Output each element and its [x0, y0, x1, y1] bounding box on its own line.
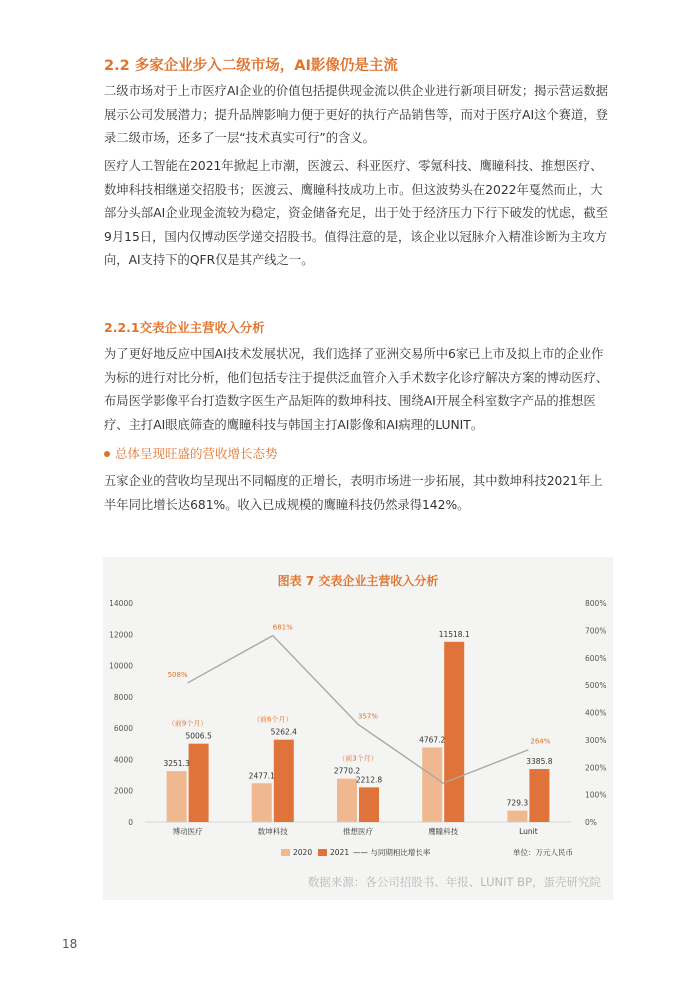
- bar-2021: [189, 744, 209, 822]
- bar-2020-data-label: 3251.3: [163, 759, 190, 769]
- bar-2020: [507, 811, 527, 822]
- chart-unit-label: 单位：万元人民币: [513, 848, 573, 857]
- y-left-tick-label: 2000: [113, 786, 133, 796]
- x-tick-label: Lunit: [519, 827, 538, 836]
- y-right-tick-label: 400%: [585, 708, 607, 718]
- y-right-tick-label: 500%: [585, 681, 607, 691]
- y-left-tick-label: 12000: [109, 630, 133, 640]
- bullet-dot-icon: [104, 451, 110, 457]
- bar-2021-data-label: 5262.4: [270, 727, 297, 737]
- bar-2020: [422, 747, 442, 822]
- y-right-tick-label: 200%: [585, 763, 607, 773]
- bar-2020: [167, 771, 187, 822]
- paragraph-1: 二级市场对于上市医疗AI企业的价值包括提供现金流以供企业进行新项目研发；揭示营运数据展示公司发展潜力；提升品牌影响力便于更好的执行产品销售等，而对于医疗AI这个赛道，登录二级市场，还多了一层“技术真实可行”的含义。: [104, 84, 608, 145]
- y-right-tick-label: 300%: [585, 735, 607, 745]
- period-note-label: （前9个月）: [167, 719, 208, 728]
- growth-rate-data-label: 142%: [443, 781, 464, 790]
- bar-2021: [529, 769, 549, 822]
- period-note-label: （前3个月）: [338, 754, 378, 763]
- page-number: 18: [62, 937, 78, 951]
- growth-rate-data-label: 508%: [167, 670, 188, 679]
- y-left-tick-label: 10000: [109, 661, 133, 671]
- y-left-tick-label: 0: [128, 818, 133, 827]
- bullet-point: [104, 444, 278, 462]
- y-left-tick-label: 4000: [113, 755, 133, 765]
- x-tick-label: 鹰瞳科技: [428, 827, 459, 836]
- y-right-tick-label: 800%: [585, 599, 607, 608]
- growth-rate-data-label: 264%: [530, 737, 551, 746]
- figure-title: 图表 7 交表企业主营收入分析: [277, 574, 439, 588]
- x-tick-label: 博动医疗: [172, 827, 203, 836]
- bar-2020-data-label: 4767.2: [419, 735, 446, 745]
- legend-label-growth: —— 与同期相比增长率: [353, 848, 431, 857]
- bar-2020: [337, 779, 357, 822]
- y-right-tick-label: 100%: [585, 790, 607, 800]
- y-right-tick-label: 0%: [585, 818, 597, 827]
- revenue-chart: [103, 557, 613, 900]
- bar-2020-data-label: 2477.1: [248, 771, 275, 781]
- paragraph-2: 医疗人工智能在2021年掀起上市潮，医渡云、科亚医疗、零氪科技、鹰瞳科技、推想医疗、数坤科技相继递交招股书；医渡云、鹰瞳科技成功上市。但这波势头在2022年戛然而止，大部分头部AI企业现金流较为稳定，资金储备充足，出于处于经济压力下行下破发的忧虑，截至9月15日，国内仅博动医学递交招股书。值得注意的是，该企业以冠脉介入精准诊断为主攻方向，AI支持下的QFR仅是其产线之一。: [104, 159, 608, 267]
- bar-2021-data-label: 3385.8: [526, 757, 553, 767]
- bar-2021-data-label: 11518.1: [438, 629, 470, 639]
- subsection-heading: 2.2.1交表企业主营收入分析: [104, 320, 265, 335]
- legend-swatch-2021: [318, 849, 327, 856]
- x-tick-label: 推想医疗: [343, 827, 373, 836]
- legend-label-2020: 2020: [293, 848, 313, 857]
- y-left-tick-label: 14000: [109, 599, 133, 608]
- section-heading: 2.2 多家企业步入二级市场，AI影像仍是主流: [104, 58, 398, 74]
- x-tick-label: 数坤科技: [257, 827, 288, 836]
- bullet-text: 总体呈现旺盛的营收增长态势: [115, 446, 278, 461]
- legend-label-2021: 2021: [330, 848, 350, 857]
- figure-source: 数据来源：各公司招股书、年报、LUNIT BP，蛋壳研究院: [307, 875, 601, 889]
- y-right-tick-label: 600%: [585, 653, 607, 663]
- paragraph-3: 为了更好地反应中国AI技术发展状况，我们选择了亚洲交易所中6家已上市及拟上市的企业作为标的进行对比分析，他们包括专注于提供泛血管介入手术数字化诊疗解决方案的博动医疗、布局医学影像平台打造数字医生产品矩阵的数坤科技、围绕AI开展全科室数字产品的推想医疗、主打AI眼底筛查的鹰瞳科技与韩国主打AI影像和AI病理的LUNIT。: [104, 347, 609, 432]
- bar-2021-data-label: 5006.5: [185, 731, 212, 741]
- figure-box: [103, 557, 613, 900]
- bar-2020-data-label: 729.3: [506, 798, 529, 808]
- growth-rate-data-label: 357%: [357, 712, 379, 721]
- bar-2021-data-label: 2212.8: [355, 775, 383, 785]
- y-right-tick-label: 700%: [585, 626, 607, 636]
- bar-2020: [252, 783, 272, 822]
- bar-2020-data-label: 2770.2: [333, 766, 361, 776]
- paragraph-4: 五家企业的营收均呈现出不同幅度的正增长，表明市场进一步拓展，其中数坤科技2021年上半年同比增长达681%。收入已成规模的鹰瞳科技仍然录得142%。: [104, 474, 603, 512]
- y-left-tick-label: 6000: [113, 724, 133, 734]
- growth-rate-data-label: 681%: [272, 623, 293, 632]
- legend-swatch-2020: [281, 849, 290, 856]
- bar-2021: [359, 787, 379, 822]
- period-note-label: （前6个月）: [253, 715, 293, 724]
- bar-2021: [274, 740, 294, 822]
- bar-2021: [444, 642, 464, 822]
- y-left-tick-label: 8000: [113, 692, 133, 702]
